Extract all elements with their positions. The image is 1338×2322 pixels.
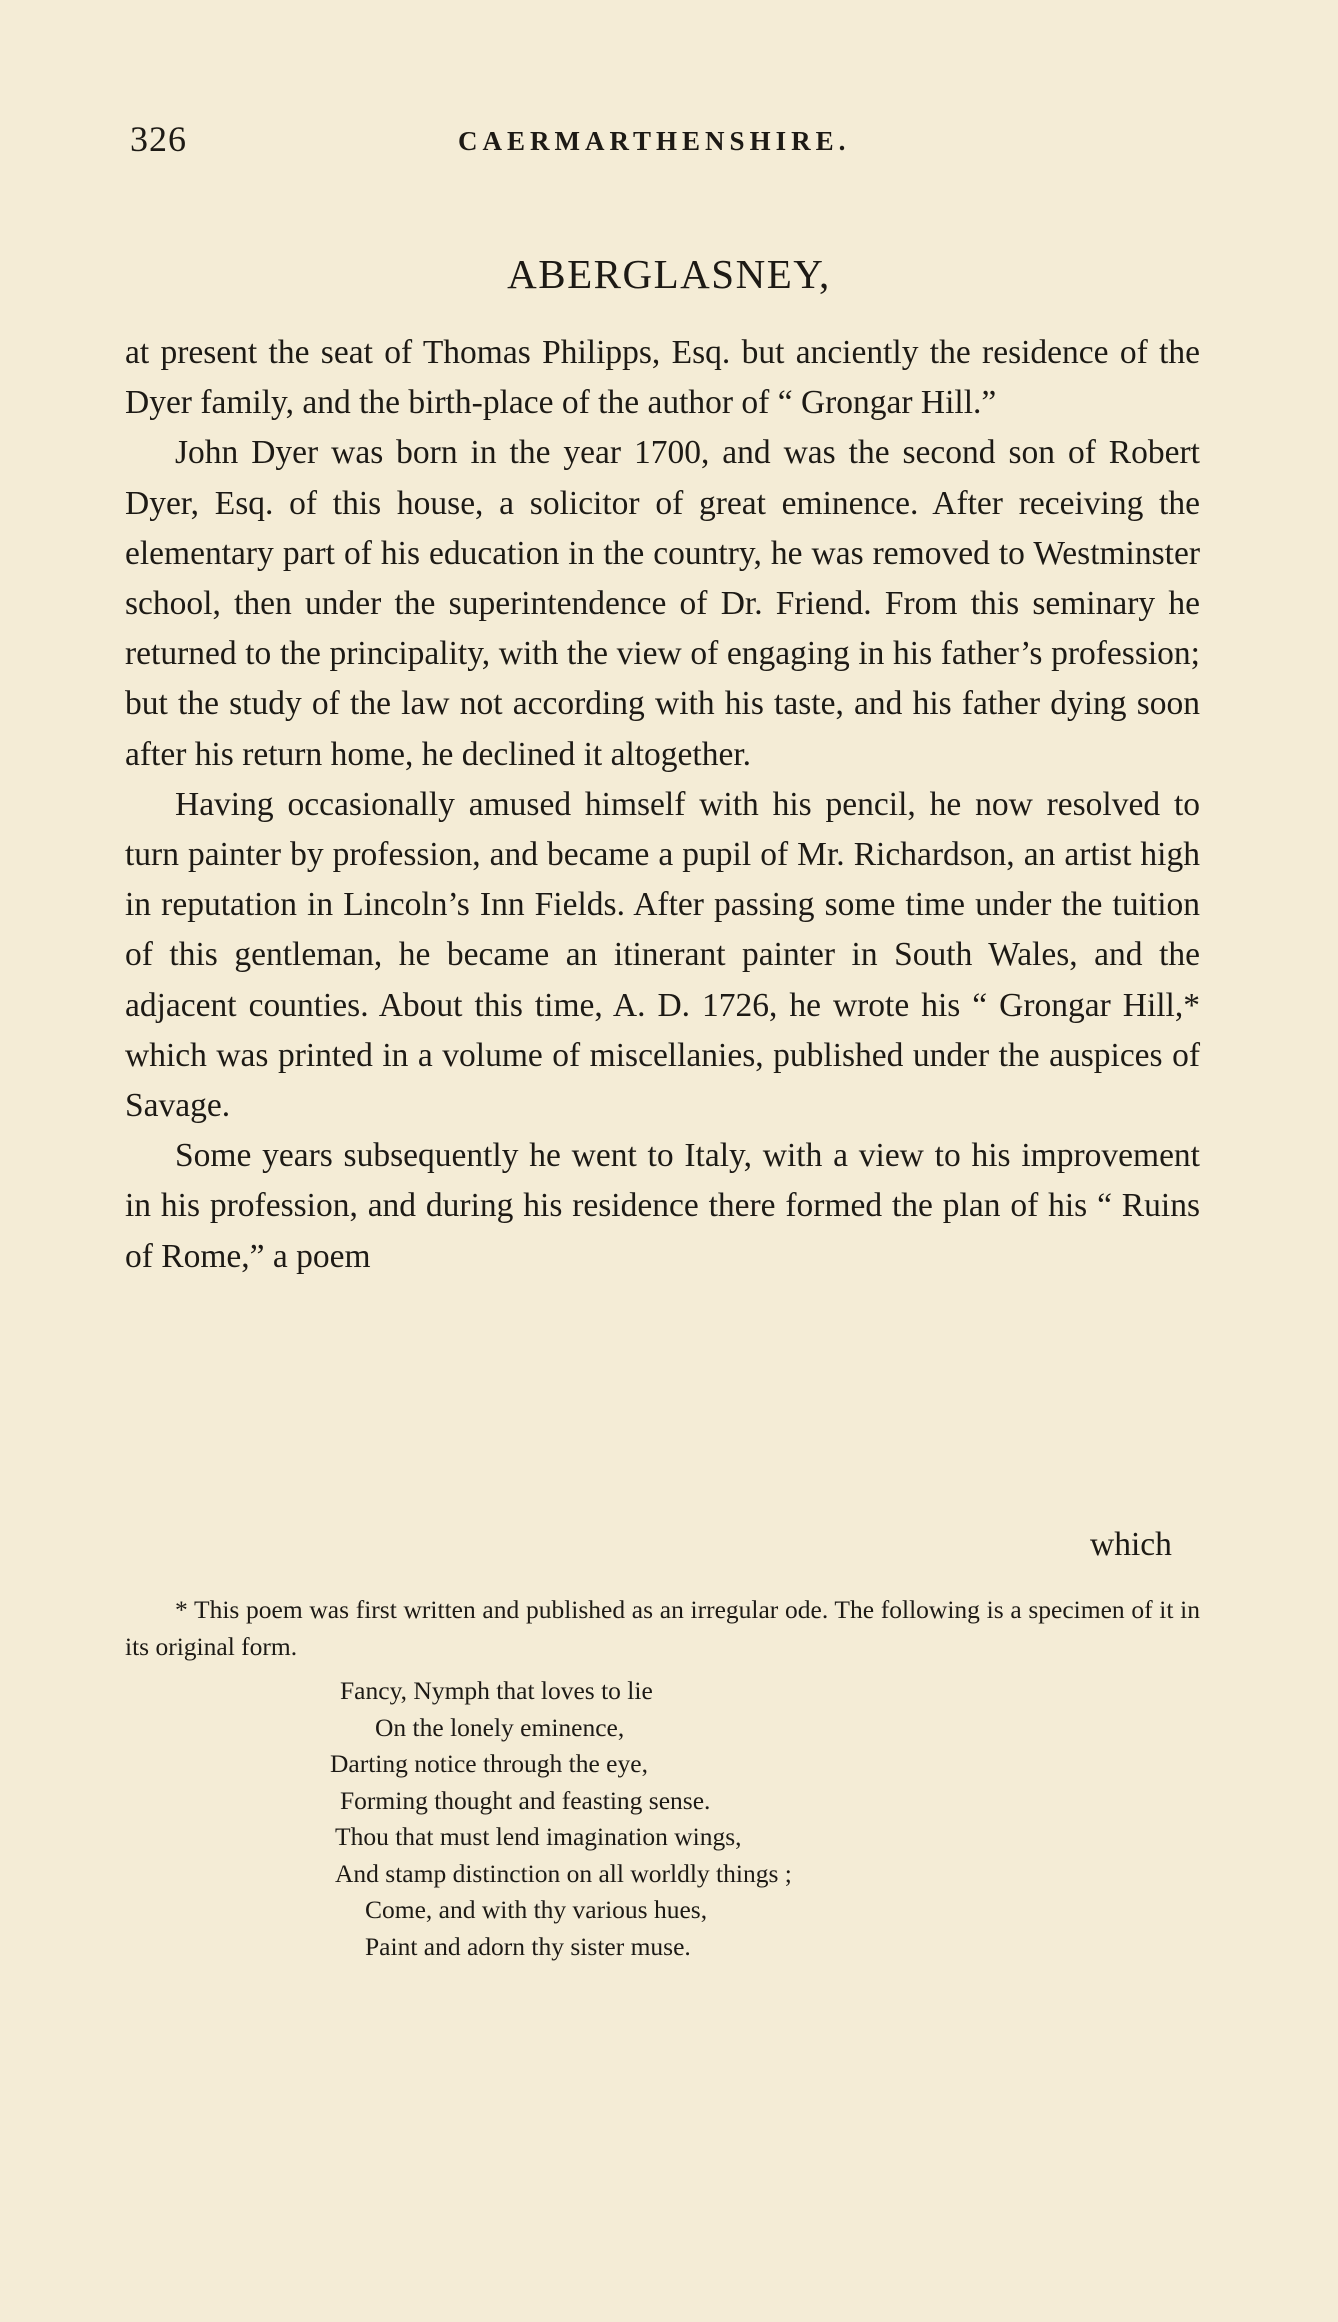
paragraph: Some years subsequently he went to Italy, with a view to his improvement in his profession, and during his residence there formed the plan of his “ Ruins of Rome,” a poem: [125, 1137, 1200, 1275]
body-text: [125, 328, 1200, 1282]
verse-line: On the lonely eminence,: [375, 1712, 625, 1742]
running-head: CAERMARTHENSHIRE.: [458, 126, 851, 156]
footnote-verse: [125, 1673, 1200, 1965]
section-title: ABERGLASNEY,: [507, 251, 831, 297]
paragraph: John Dyer was born in the year 1700, and was the second son of Robert Dyer, Esq. of this house, a solicitor of great eminence. After receiving the elementary part of his education in the country, he was removed to Westminster school, then under the superintendence of Dr. Friend. From this seminary he returned to the principality, with the view of engaging in his father’s profession; but the study of the law not according with his taste, and his father dying soon after his return home, he declined it altogether.: [125, 434, 1200, 773]
paragraph: at present the seat of Thomas Philipps, Esq. but anciently the residence of the Dyer family, and the birth-place of the author of “ Grongar Hill.”: [125, 334, 1200, 422]
catchword: which: [1090, 1526, 1172, 1563]
verse-line: Thou that must lend imagination wings,: [335, 1822, 742, 1851]
verse-line: Forming thought and feasting sense.: [340, 1785, 711, 1815]
paragraph: Having occasionally amused himself with his pencil, he now resolved to turn painter by profession, and became a pupil of Mr. Richardson, an artist high in reputation in Lincoln’s Inn Fields. After passing some time under the tuition of this gentleman, he became an itinerant painter in South Wales, and the adjacent counties. About this time, A. D. 1726, he wrote his “ Grongar Hill,* which was printed in a volume of miscellanies, published under the auspices of Savage.: [125, 785, 1200, 1125]
verse-line: Paint and adorn thy sister muse.: [365, 1931, 691, 1961]
page-number: 326: [130, 119, 187, 159]
footnote-text: * This poem was first written and published as an irregular ode. The following is a specimen of it in its original form.: [125, 1595, 1200, 1661]
verse-line: Come, and with thy various hues,: [365, 1895, 708, 1924]
verse-line: And stamp distinction on all worldly things ;: [335, 1858, 792, 1888]
footnote: [125, 1592, 1200, 1965]
verse-line: Darting notice through the eye,: [330, 1749, 648, 1778]
page-header: [130, 118, 1230, 158]
verse-line: Fancy, Nymph that loves to lie: [340, 1676, 653, 1705]
